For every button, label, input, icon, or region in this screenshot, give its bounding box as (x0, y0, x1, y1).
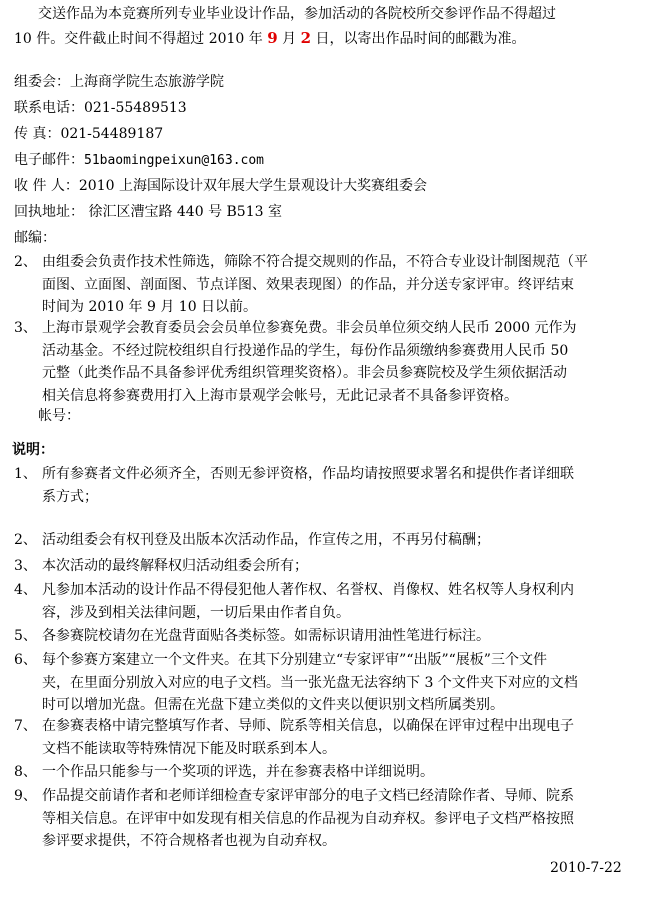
list-item-number: 5、 (14, 628, 37, 644)
list-item-line: 夹，在里面分别放入对应的电子文档。当一张光盘无法容纳下 3 个文件夹下对应的文档 (42, 674, 578, 691)
list-item-number: 7、 (14, 718, 37, 734)
list-item-line: 面图、立面图、剖面图、节点详图、效果表现图）的作品，并分送专家评审。终评结束 (42, 276, 574, 293)
postcode: 邮编： (14, 230, 56, 246)
list-item-number: 3、 (14, 320, 37, 336)
list-item-number: 6、 (14, 652, 37, 668)
list-item-line: 系方式； (42, 488, 98, 505)
organizer: 组委会：上海商学院生态旅游学院 (14, 74, 224, 90)
list-item-line: 文档不能读取等特殊情况下能及时联系到本人。 (42, 740, 336, 757)
list-item-line: 各参赛院校请勿在光盘背面贴各类标签。如需标识请用油性笔进行标注。 (42, 628, 490, 644)
list-item-line: 时可以增加光盘。但需在光盘下建立类似的文件夹以便识别文档所属类别。 (42, 697, 504, 713)
list-item-line: 在参赛表格中请完整填写作者、导师、院系等相关信息，以确保在评审过程中出现电子 (42, 718, 574, 734)
email-address: 51baomingpeixun@163.com (84, 153, 265, 168)
list-item-number: 3、 (14, 558, 37, 574)
list-item-line: 参评要求提供，不符合规格者也视为自动弃权。 (42, 833, 336, 849)
phone: 联系电话：021-55489513 (14, 100, 187, 116)
deadline-day: 2 (300, 29, 312, 47)
list-item-line: 等相关信息。在评审中如发现有相关信息的作品视为自动弃权。参评电子文档严格按照 (42, 810, 574, 827)
recipient: 收 件 人：2010 上海国际设计双年展大学生景观设计大奖赛组委会 (14, 178, 427, 194)
list-item-line: 每个参赛方案建立一个文件夹。在其下分别建立“专家评审”“出版”“展板”三个文件 (42, 652, 547, 668)
email-label: 电子邮件： (14, 152, 84, 168)
document-date: 2010-7-22 (550, 860, 622, 876)
address: 回执地址： 徐汇区漕宝路 440 号 B513 室 (14, 204, 282, 220)
fax: 传 真：021-54489187 (14, 126, 164, 142)
list-item-number: 4、 (14, 582, 37, 598)
list-item-number: 8、 (14, 764, 37, 780)
list-item-number: 9、 (14, 788, 37, 804)
list-item-line: 活动组委会有权刊登及出版本次活动作品，作宣传之用，不再另付稿酬； (42, 532, 490, 548)
list-item-line: 时间为 2010 年 9 月 10 日以前。 (42, 299, 258, 315)
list-item-line: 由组委会负责作技术性筛选，筛除不符合提交规则的作品，不符合专业设计制图规范（平 (42, 254, 588, 270)
list-item-line: 容，涉及到相关法律问题，一切后果由作者自负。 (42, 604, 350, 621)
list-item-line: 作品提交前请作者和老师详细检查专家评审部分的电子文档已经清除作者、导师、院系 (42, 788, 574, 804)
intro-line-2 (14, 28, 525, 49)
list-item-line: 一个作品只能参与一个奖项的评选，并在参赛表格中详细说明。 (42, 764, 434, 780)
list-item-number: 2、 (14, 254, 37, 270)
list-item-line: 所有参赛者文件必须齐全，否则无参评资格，作品均请按照要求署名和提供作者详细联 (42, 466, 574, 482)
list-item-line: 凡参加本活动的设计作品不得侵犯他人著作权、名誉权、肖像权、姓名权等人身权利内 (42, 582, 574, 598)
intro-line-2-pre: 10 件。交件截止时间不得超过 2010 年 (14, 31, 268, 47)
list-item-line: 相关信息将参赛费用打入上海市景观学会帐号，无此记录者不具备参评资格。 (42, 387, 518, 404)
list-item-number: 2、 (14, 532, 37, 548)
deadline-month: 9 (267, 29, 278, 47)
email-row (14, 150, 264, 171)
list-item-line: 活动基金。不经过院校组织自行投递作品的学生，每份作品须缴纳参赛费用人民币 50 (42, 342, 569, 359)
account: 帐号： (38, 408, 80, 424)
list-item-line: 本次活动的最终解释权归活动组委会所有； (42, 558, 308, 574)
intro-line-2-mid: 月 (277, 31, 301, 47)
intro-line-1: 交送作品为本竞赛所列专业毕业设计作品，参加活动的各院校所交参评作品不得超过 (38, 6, 556, 22)
intro-line-2-post: 日，以寄出作品时间的邮戳为准。 (311, 31, 526, 47)
list-item-line: 元整（此类作品不具备参评优秀组织管理奖资格）。非会员参赛院校及学生须依据活动 (42, 365, 567, 381)
list-item-number: 1、 (14, 466, 37, 482)
list-item-line: 上海市景观学会教育委员会会员单位参赛免费。非会员单位须交纳人民币 2000 元作为 (42, 320, 577, 336)
notes-title: 说明： (12, 442, 54, 458)
